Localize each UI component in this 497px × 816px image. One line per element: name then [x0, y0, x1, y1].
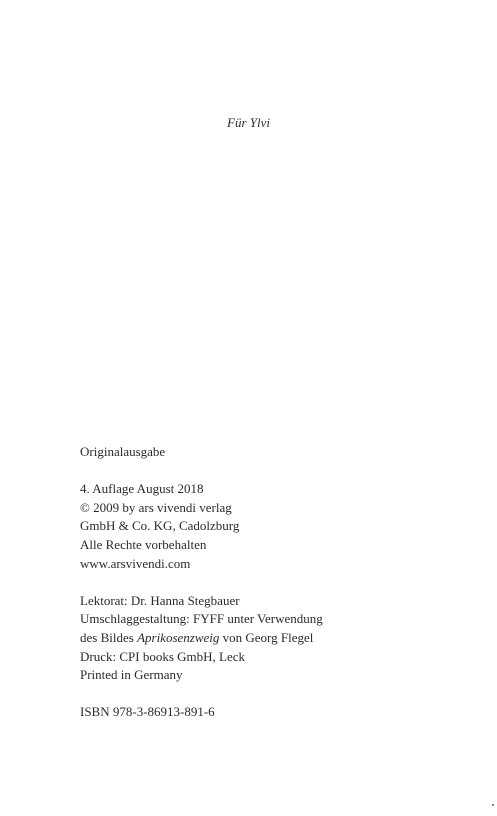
- imprint-block: [80, 443, 480, 722]
- spacer: [80, 573, 480, 592]
- printing-line: 4. Auflage August 2018: [80, 481, 204, 497]
- country-line: Printed in Germany: [80, 667, 183, 683]
- copyright-line: © 2009 by ars vivendi verlag: [80, 499, 232, 515]
- rights-line: Alle Rechte vorbehalten: [80, 536, 207, 552]
- isbn-line: ISBN 978-3-86913-891-6: [80, 704, 215, 720]
- corner-mark: [492, 804, 494, 806]
- printer-line: Druck: CPI books GmbH, Leck: [80, 648, 246, 664]
- cover-image-prefix: des Bildes: [80, 629, 138, 645]
- cover-image-line: [80, 629, 480, 648]
- editor-line: Lektorat: Dr. Hanna Stegbauer: [80, 592, 240, 608]
- edition-line: Originalausgabe: [80, 444, 166, 459]
- spacer: [80, 685, 480, 704]
- website-line: www.arsvivendi.com: [80, 555, 191, 571]
- cover-image-title: Aprikosenzweig: [137, 629, 220, 645]
- dedication: Für Ylvi: [227, 115, 270, 130]
- company-line: GmbH & Co. KG, Cadolzburg: [80, 518, 240, 534]
- cover-design-line: Umschlaggestaltung: FYFF unter Verwendung: [80, 611, 323, 627]
- cover-image-suffix: von Georg Flegel: [219, 629, 314, 645]
- spacer: [80, 462, 480, 481]
